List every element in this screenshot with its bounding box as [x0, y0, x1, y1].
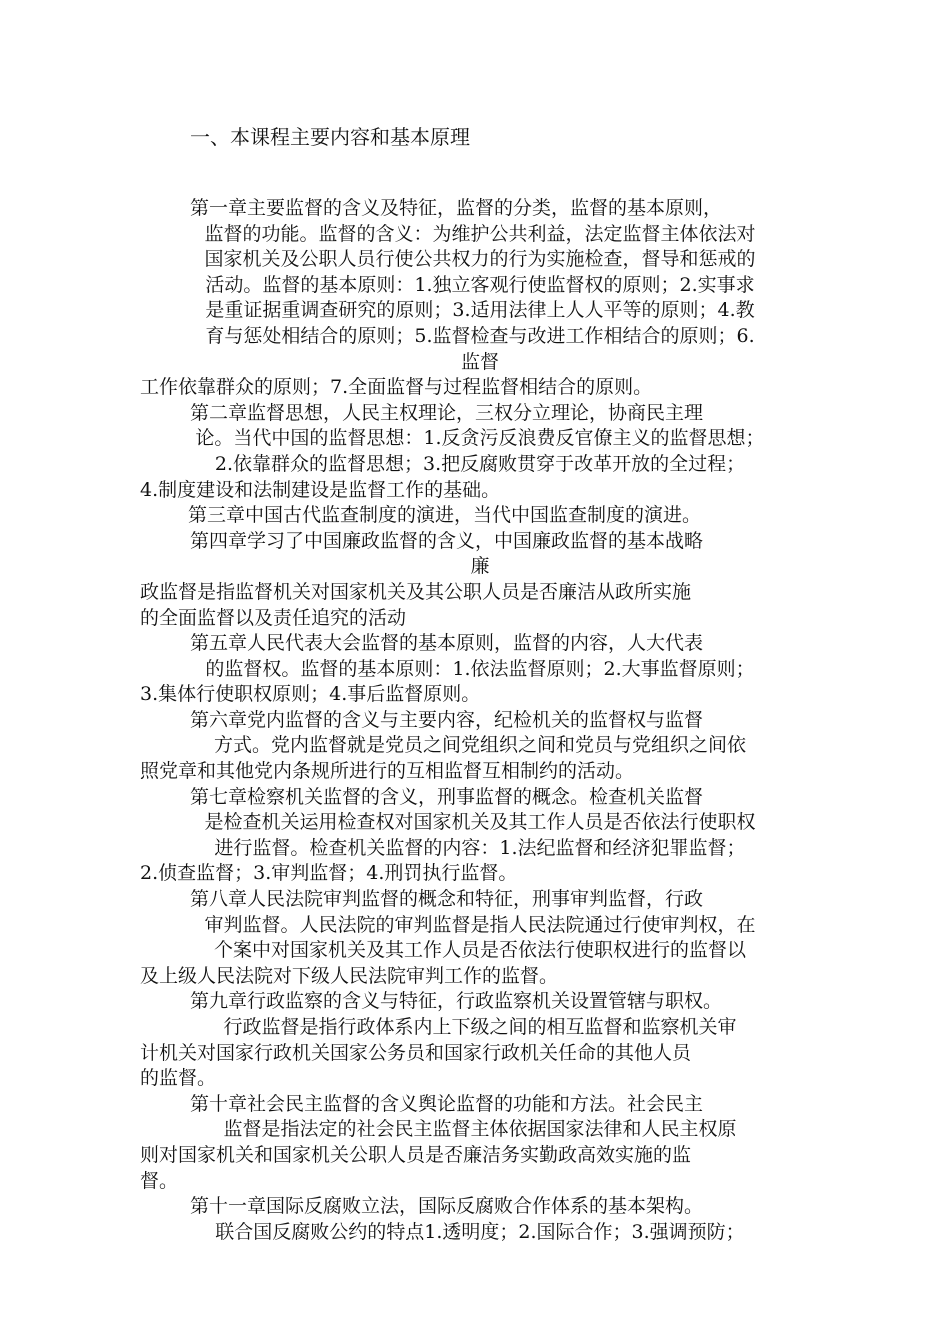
text-line: 联合国反腐败公约的特点1.透明度；2.国际合作；3.强调预防； [215, 1220, 745, 1243]
text-line: 活动。监督的基本原则：1.独立客观行使监督权的原则；2.实事求 [205, 273, 755, 296]
text-line: 2.侦查监督；3.审判监督；4.刑罚执行监督。 [140, 862, 518, 885]
text-line: 第七章检察机关监督的含义，刑事监督的概念。检查机关监督 [190, 785, 704, 808]
text-line: 第六章党内监督的含义与主要内容，纪检机关的监督权与监督 [190, 708, 704, 731]
text-line: 4.制度建设和法制建设是监督工作的基础。 [140, 478, 501, 501]
text-line: 是检查机关运用检查权对国家机关及其工作人员是否依法行使职权 [204, 811, 756, 834]
text-line: 照党章和其他党内条规所进行的互相监督互相制约的活动。 [140, 760, 635, 783]
text-line: 第八章人民法院审判监督的概念和特征，刑事审判监督，行政 [190, 888, 704, 911]
text-line: 第三章中国古代监查制度的演进，当代中国监查制度的演进。 [188, 504, 702, 527]
section-heading: 一、本课程主要内容和基本原理 [190, 125, 470, 149]
text-line: 的全面监督以及责任追究的活动 [140, 606, 407, 629]
text-line: 政监督是指监督机关对国家机关及其公职人员是否廉洁从政所实施 [140, 580, 692, 603]
text-line: 第二章监督思想，人民主权理论，三权分立理论，协商民主理 [190, 401, 704, 424]
text-line: 2.依靠群众的监督思想；3.把反腐败贯穿于改革开放的全过程； [214, 452, 746, 475]
text-line: 的监督。 [140, 1067, 217, 1090]
text-line: 工作依靠群众的原则；7.全面监督与过程监督相结合的原则。 [140, 376, 653, 399]
text-line: 及上级人民法院对下级人民法院审判工作的监督。 [140, 964, 559, 987]
text-line: 育与惩处相结合的原则；5.监督检查与改进工作相结合的原则；6. [205, 324, 755, 347]
text-line: 第十一章国际反腐败立法，国际反腐败合作体系的基本架构。 [190, 1195, 704, 1218]
text-line: 督。 [140, 1169, 179, 1192]
text-line: 廉 [470, 555, 490, 578]
text-line: 3.集体行使职权原则；4.事后监督原则。 [140, 683, 481, 706]
text-line: 论。当代中国的监督思想：1.反贪污反浪费反官僚主义的监督思想； [195, 427, 765, 450]
text-line: 第一章主要监督的含义及特征，监督的分类，监督的基本原则， [190, 197, 723, 219]
text-line: 监督是指法定的社会民主监督主体依据国家法律和人民主权原 [223, 1118, 737, 1141]
text-line: 第九章行政监察的含义与特征，行政监察机关设置管辖与职权。 [190, 990, 723, 1013]
text-line: 方式。党内监督就是党员之间党组织之间和党员与党组织之间依 [213, 734, 746, 757]
text-line: 第五章人民代表大会监督的基本原则，监督的内容，人大代表 [190, 632, 704, 655]
text-line: 的监督权。监督的基本原则：1.依法监督原则；2.大事监督原则； [205, 657, 755, 680]
text-line: 国家机关及公职人员行使公共权力的行为实施检查，督导和惩戒的 [204, 248, 756, 271]
text-line: 计机关对国家行政机关国家公务员和国家行政机关任命的其他人员 [140, 1041, 692, 1064]
text-line: 第十章社会民主监督的含义舆论监督的功能和方法。社会民主 [190, 1092, 704, 1115]
text-line: 第四章学习了中国廉政监督的含义，中国廉政监督的基本战略 [190, 529, 704, 552]
text-line: 行政监督是指行政体系内上下级之间的相互监督和监察机关审 [223, 1016, 737, 1038]
body-text [140, 196, 820, 1245]
text-line: 是重证据重调查研究的原则；3.适用法律上人人平等的原则；4.教 [205, 299, 755, 322]
text-line: 则对国家机关和国家机关公职人员是否廉洁务实勤政高效实施的监 [140, 1143, 692, 1166]
text-line: 审判监督。人民法院的审判监督是指人民法院通过行使审判权，在 [204, 913, 756, 936]
text-line: 进行监督。检查机关监督的内容：1.法纪监督和经济犯罪监督； [214, 836, 746, 859]
text-line: 监督 [460, 350, 499, 373]
text-line: 监督的功能。监督的含义：为维护公共利益，法定监督主体依法对 [204, 222, 756, 245]
text-line: 个案中对国家机关及其工作人员是否依法行使职权进行的监督以 [213, 939, 746, 962]
